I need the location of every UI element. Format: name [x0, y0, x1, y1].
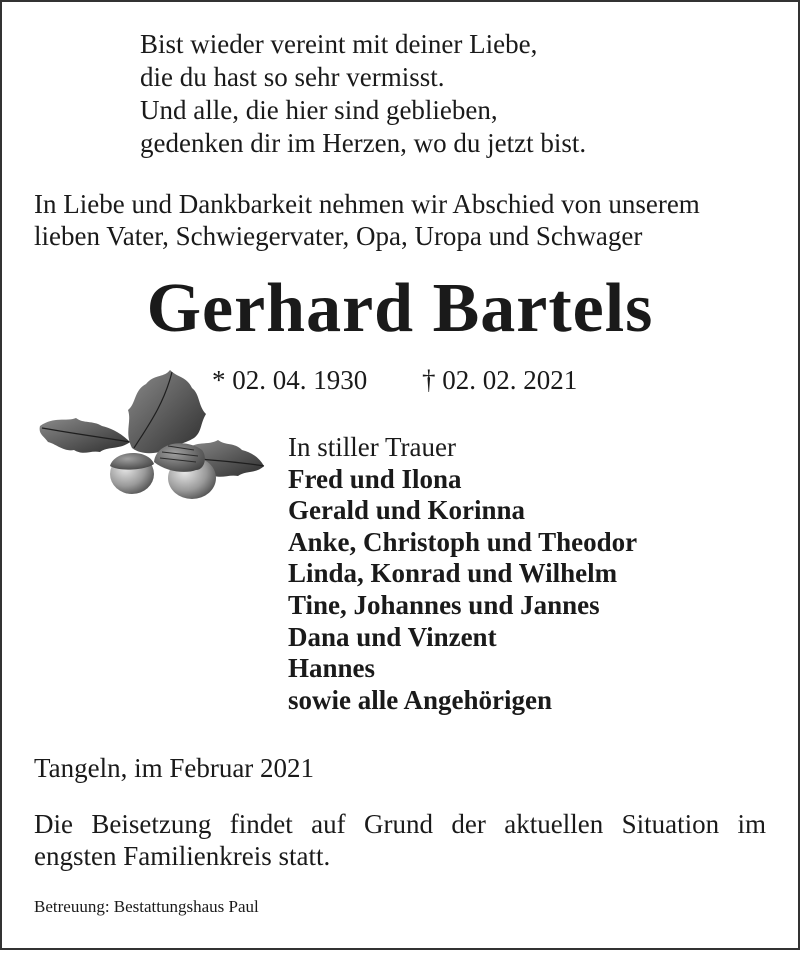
poem-line: Und alle, die hier sind geblieben,	[140, 95, 498, 125]
mourner-name: Tine, Johannes und Jannes	[288, 589, 600, 620]
mourner-name: Gerald und Korinna	[288, 495, 526, 526]
mourners-heading: In stiller Trauer	[288, 432, 456, 462]
mourners-list	[288, 432, 637, 716]
acorn-oak-leaves-icon	[36, 366, 268, 502]
deceased-name: Gerhard Bartels	[146, 270, 654, 347]
mourner-name: Hannes	[288, 653, 376, 684]
mourner-name: Anke, Christoph und Theodor	[288, 526, 638, 557]
poem	[140, 28, 586, 160]
poem-line: Bist wieder vereint mit deiner Liebe,	[140, 29, 538, 59]
poem-line: gedenken dir im Herzen, wo du jetzt bist.	[140, 128, 587, 158]
intro-text	[34, 188, 769, 252]
mourner-name: Fred und Ilona	[288, 463, 462, 494]
intro-line: lieben Vater, Schwiegervater, Opa, Uropa und Schwager	[34, 221, 643, 251]
notice-line: Die Beisetzung findet auf Grund der aktuellen Situation im	[34, 809, 766, 839]
notice-line: engsten Familienkreis statt.	[34, 841, 331, 871]
place-date: Tangeln, im Februar 2021	[34, 753, 315, 783]
birth-date: * 02. 04. 1930	[212, 365, 368, 395]
intro-line: In Liebe und Dankbarkeit nehmen wir Abschied von unserem	[34, 189, 700, 219]
poem-line: die du hast so sehr vermisst.	[140, 62, 445, 92]
burial-notice	[34, 808, 766, 872]
mourner-name: Dana und Vinzent	[288, 621, 497, 652]
mourner-name: sowie alle Angehörigen	[288, 684, 552, 715]
funeral-home-credit: Betreuung: Bestattungshaus Paul	[34, 897, 259, 916]
mourner-name: Linda, Konrad und Wilhelm	[288, 558, 618, 589]
death-date: † 02. 02. 2021	[422, 365, 578, 395]
